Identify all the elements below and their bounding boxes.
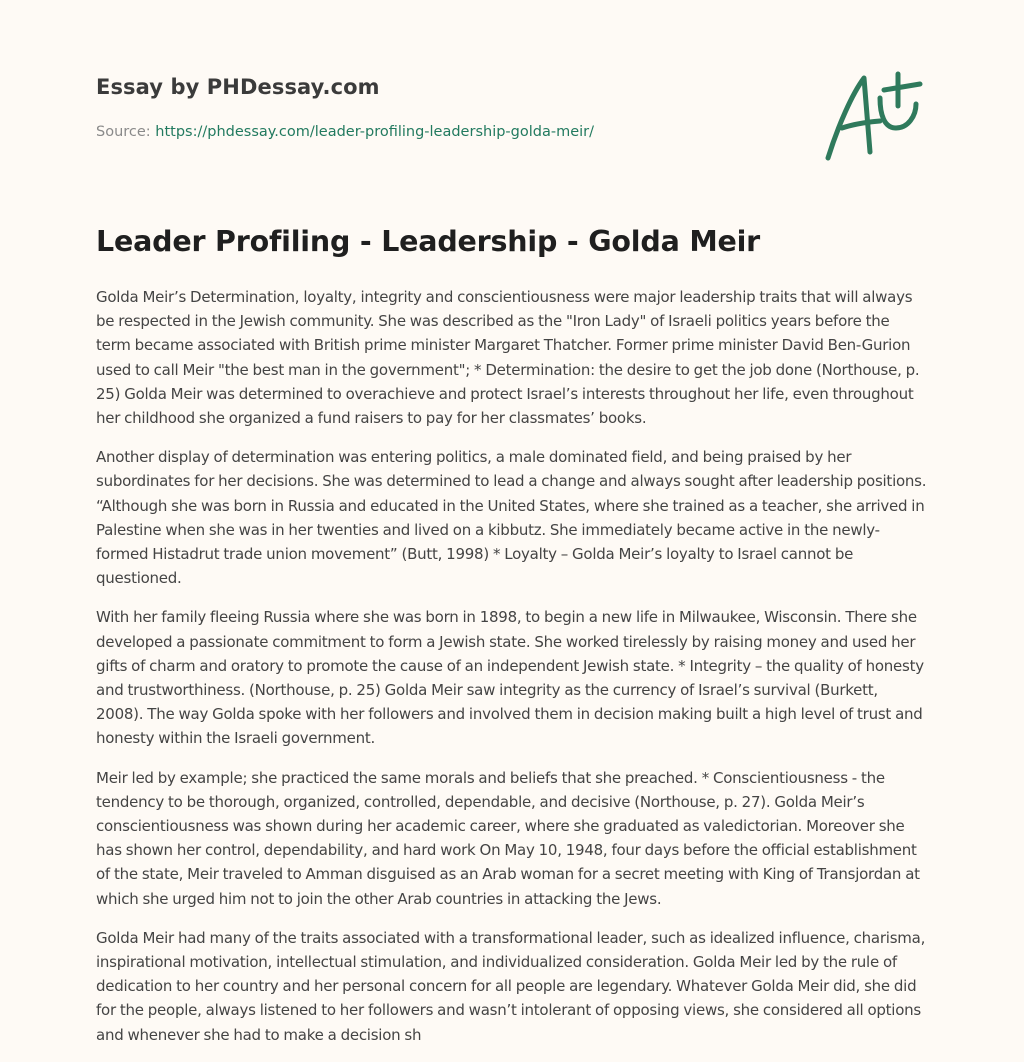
a-plus-grade-icon xyxy=(822,66,926,166)
essay-body xyxy=(96,285,928,1062)
source-line xyxy=(96,124,594,140)
source-link[interactable]: https://phdessay.com/leader-profiling-leadership-golda-meir/ xyxy=(155,124,594,140)
essay-title: Leader Profiling - Leadership - Golda Meir xyxy=(96,225,761,258)
essay-paragraph: Another display of determination was entering politics, a male dominated field, and being praised by her subordinates for her decisions. She was determined to lead a change and always sought after leadership positions. “Although she was born in Russia and educated in the United States, where she trained as a teacher, she arrived in Palestine when she was in her twenties and lived on a kibbutz. She immediately became active in the newly-formed Histadrut trade union movement” (Butt, 1998) * Loyalty – Golda Meir’s loyalty to Israel cannot be questioned. xyxy=(96,448,927,588)
essay-paragraph: Meir led by example; she practiced the same morals and beliefs that she preached. * Conscientiousness - the tendency to be thorough, organized, controlled, dependable, and decisive (Northouse, p. 27). Golda Meir’s conscientiousness was shown during her academic career, where she graduated as valedictorian. Moreover she has shown her control, dependability, and hard work On May 10, 1948, four days before the official establishment of the state, Meir traveled to Amman disguised as an Arab woman for a secret meeting with King of Transjordan at which she urged him not to join the other Arab countries in attacking the Jews. xyxy=(96,768,920,908)
source-label: Source: xyxy=(96,124,156,140)
essay-paragraph: With her family fleeing Russia where she was born in 1898, to begin a new life in Milwaukee, Wisconsin. There she developed a passionate commitment to form a Jewish state. She worked tirelessly by raising money and used her gifts of charm and oratory to promote the cause of an independent Jewish state. * Integrity – the quality of honesty and trustworthiness. (Northouse, p. 25) Golda Meir saw integrity as the currency of Israel’s survival (Burkett, 2008). The way Golda spoke with her followers and involved them in decision making built a high level of trust and honesty within the Israeli government. xyxy=(96,608,924,748)
essay-paragraph: Golda Meir’s Determination, loyalty, integrity and conscientiousness were major leadership traits that will always be respected in the Jewish community. She was described as the "Iron Lady" of Israeli politics years before the term became associated with British prime minister Margaret Thatcher. Former prime minister David Ben-Gurion used to call Meir "the best man in the government"; * Determination: the desire to get the job done (Northouse, p. 25) Golda Meir was determined to overachieve and protect Israel’s interests throughout her life, even throughout her childhood she organized a fund raisers to pay for her classmates’ books. xyxy=(96,288,920,428)
essay-paragraph: Golda Meir had many of the traits associated with a transformational leader, such as idealized influence, charisma, inspirational motivation, intellectual stimulation, and individualized consideration. Golda Meir led by the rule of dedication to her country and her personal concern for all people are legendary. Whatever Golda Meir did, she did for the people, always listened to her followers and wasn’t intolerant of opposing views, she considered all options and whenever she had to make a decision sh xyxy=(96,928,926,1044)
site-brand: Essay by PHDessay.com xyxy=(96,75,380,99)
